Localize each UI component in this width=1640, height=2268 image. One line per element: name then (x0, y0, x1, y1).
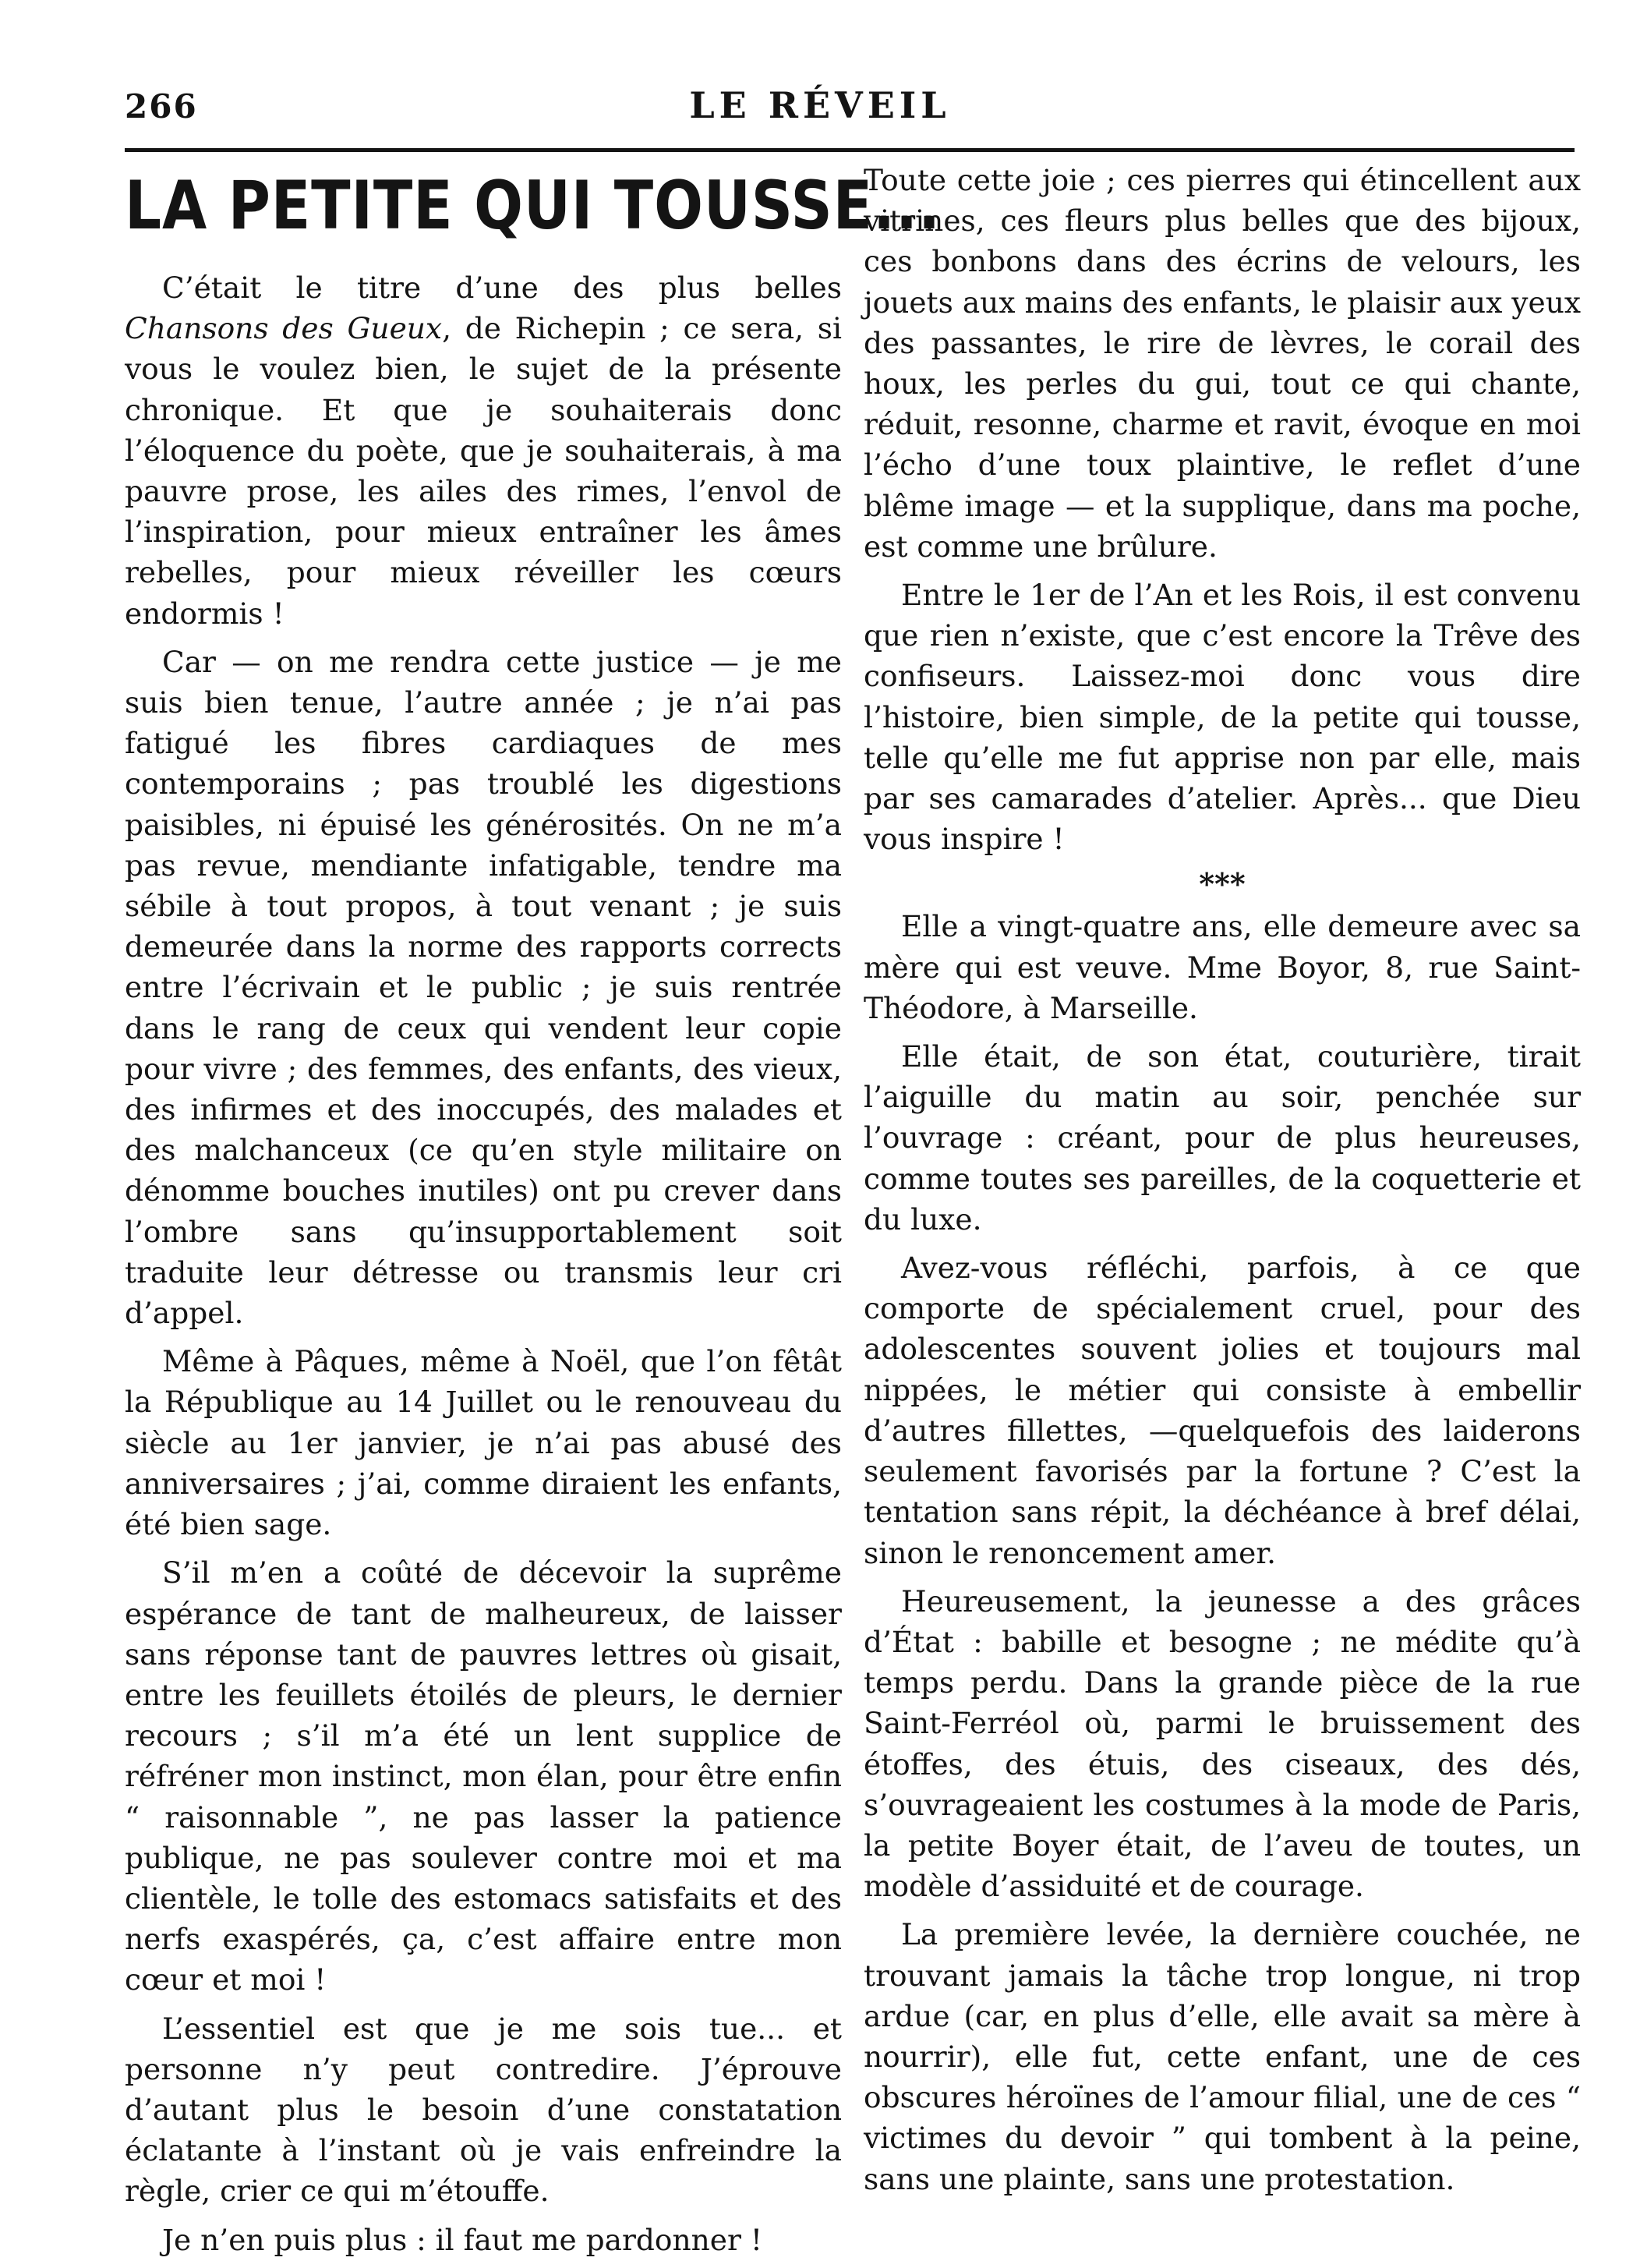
header-rule (125, 148, 1575, 152)
left-column (125, 160, 941, 2268)
paragraph: L’essentiel est que je me sois tue... et personne n’y peut contredire. J’éprouve d’autant plus le besoin d’une constatation éclatante à l’instant où je vais enfreindre la règle, crier ce qui m’étouffe. (125, 2011, 842, 2209)
right-column (864, 160, 1581, 2207)
paragraph: Car — on me rendra cette justice — je me suis bien tenue, l’autre année ; je n’ai pas fatigué les fibres cardiaques de mes contemporains ; pas troublé les digestions paisibles, ni épuisé les générosités. On ne m’a pas revue, mendiante infatigable, tendre ma sébile à tout propos, à tout venant ; je suis demeurée dans la norme des rapports corrects entre l’écrivain et le public ; je suis rentrée dans le rang de ceux qui vendent leur copie pour vivre ; des femmes, des enfants, des vieux, des infirmes et des inoccupés, des malades et des malchanceux (ce qu’en style militaire on dénomme bouches inutiles) ont pu crever dans l’ombre sans qu’insupportablement soit traduite leur détresse ou transmis leur cri d’appel. (125, 644, 842, 1331)
cited-work-title: Chansons des Gueux (125, 311, 443, 346)
continued-paragraph: Toute cette joie ; ces pierres qui étincellent aux vitrines, ces fleurs plus belles que des bijoux, ces bonbons dans des écrins de velours, les jouets aux mains des enfants, le plaisir aux yeux des passantes, le rire de lèvres, le corail des houx, les perles du gui, tout ce qui chante, réduit, resonne, charme et ravit, évoque en moi l’écho d’une toux plaintive, le reflet d’une blême image — et la supplique, dans ma poche, est comme une brûlure. (864, 163, 1581, 564)
paragraph: Elle a vingt-quatre ans, elle demeure avec sa mère qui est veuve. Mme Boyor, 8, rue Saint-Théodore, à Marseille. (864, 909, 1581, 1025)
paragraph: La première levée, la dernière couchée, ne trouvant jamais la tâche trop longue, ni trop ardue (car, en plus d’elle, elle avait sa mère à nourrir), elle fut, cette enfant, une de ces obscures héroïnes de l’amour filial, une de ces “ victimes du devoir ” qui tombent à la peine, sans une plainte, sans une protestation. (864, 1917, 1581, 2196)
page-number: 266 (125, 87, 198, 126)
intro-text-before: C’était le titre d’une des plus belles (162, 271, 842, 305)
paragraph: S’il m’en a coûté de décevoir la suprême espérance de tant de malheureux, de laisser sans réponse tant de pauvres lettres où gisait, entre les feuillets étoilés de pleurs, le dernier recours ; s’il m’a été un lent supplice de réfréner mon instinct, mon élan, pour être enfin “ raisonnable ”, ne pas lasser la patience publique, ne pas soulever contre moi et ma clientèle, le tolle des estomacs satisfaits et des nerfs exaspérés, ça, c’est affaire entre mon cœur et moi ! (125, 1555, 842, 1997)
paragraph: Je n’en puis plus : il faut me pardonner ! (162, 2222, 762, 2257)
paragraph: Elle était, de son état, couturière, tirait l’aiguille du matin au soir, penchée sur l’ouvrage : créant, pour de plus heureuses, comme toutes ses pareilles, de la coquetterie et du luxe. (864, 1039, 1581, 1237)
paragraph: Avez-vous réfléchi, parfois, à ce que comporte de spécialement cruel, pour des adolescentes souvent jolies et toujours mal nippées, le métier qui consiste à embellir d’autres fillettes, —quelquefois des laiderons seulement favorisés par la fortune ? C’est la tentation sans répit, la déchéance à bref délai, sinon le renoncement amer. (864, 1251, 1581, 1570)
section-break-asterism: *** (1199, 866, 1246, 902)
running-head: LE RÉVEIL (689, 84, 951, 126)
paragraph: Même à Pâques, même à Noël, que l’on fêtât la République au 14 Juillet ou le renouveau du siècle au 1er janvier, je n’ai pas abusé des anniversaires ; j’ai, comme diraient les enfants, été bien sage. (125, 1344, 842, 1542)
intro-paragraph (125, 267, 842, 634)
paragraph: Heureusement, la jeunesse a des grâces d’État : babille et besogne ; ne médite qu’à temps perdu. Dans la grande pièce de la rue Saint-Ferréol où, parmi le bruissement des étoffes, des étuis, des ciseaux, des dés, s’ouvrageaient les costumes à la mode de Paris, la petite Boyer était, de l’aveu de toutes, un modèle d’assiduité et de courage. (864, 1583, 1581, 1904)
article-title: LA PETITE QUI TOUSSE... (125, 167, 941, 245)
intro-text-after: , de Richepin ; ce sera, si vous le voulez bien, le sujet de la présente chronique. Et que je souhaiterais donc l’éloquence du poète, que je souhaiterais, à ma pauvre prose, les ailes des rimes, l’envol de l’inspiration, pour mieux entraîner les âmes rebelles, pour mieux réveiller les cœurs endormis ! (125, 311, 842, 631)
paragraph: Entre le 1er de l’An et les Rois, il est convenu que rien n’existe, que c’est encore la Trêve des confiseurs. Laissez-moi donc vous dire l’histoire, bien simple, de la petite qui tousse, telle qu’elle me fut apprise non par elle, mais par ses camarades d’atelier. Après... que Dieu vous inspire ! (864, 578, 1581, 857)
